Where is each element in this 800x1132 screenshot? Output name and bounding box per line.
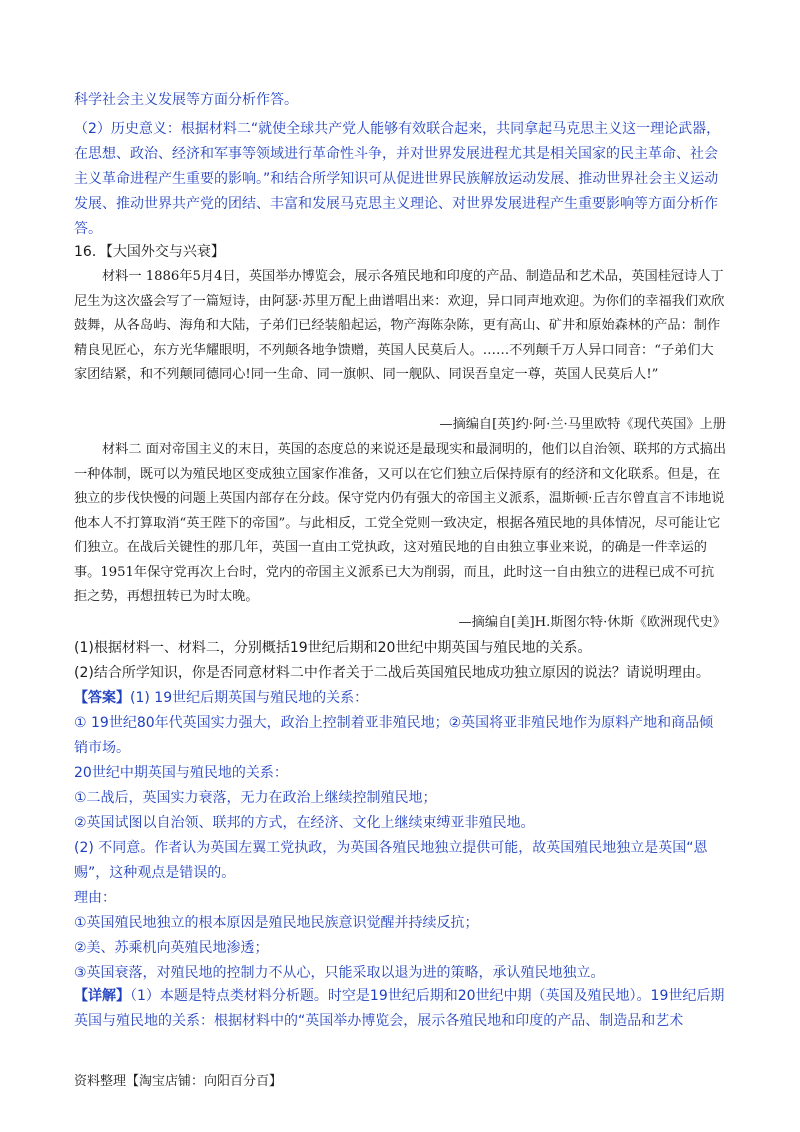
question-2: (2)结合所学知识，你是否同意材料二中作者关于二战后英国殖民地成功独立原因的说法？请说明理由。 xyxy=(74,665,710,681)
material-two: 材料二 面对帝国主义的末日，英国的态度总的来说还是最现实和最洞明的，他们以自治领、联邦的方式搞出一种体制，既可以为殖民地区变成独立国家作准备，又可以在它们独立后保持原有的经济和文化联系。但是，在独立的步伐快慢的问题上英国内部存在分歧。保守党内仍有强大的帝国主义派系，温斯顿·丘吉尔曾直言不讳地说他本人不打算取消“英王陛下的帝国”。与此相反，工党全党则一致决定，根据各殖民地的具体情况，尽可能让它们独立。在战后关键性的那几年，英国一直由工党执政，这对殖民地的自由独立事业来说，的确是一件幸运的事。1951年保守党再次上台时，党内的帝国主义派系已大为削弱，而且，此时这一自由独立的进程已成不可抗拒之势，再想扭转已为时太晚。 xyxy=(74,442,727,604)
reason-head: 理由： xyxy=(74,890,116,906)
reason-3: ③英国衰落，对殖民地的控制力不从心，只能采取以退为进的策略，承认殖民地独立。 xyxy=(74,965,605,981)
answer-1-mid-item-2: ②英国试图以自治领、联邦的方式，在经济、文化上继续束缚亚非殖民地。 xyxy=(74,815,535,831)
answer-1-item: ① 19世纪80年代英国实力强大，政治上控制着亚非殖民地；②英国将亚非殖民地作为原料产地和商品倾销市场。 xyxy=(74,715,714,756)
answer-block xyxy=(74,686,726,986)
detail-block xyxy=(74,984,726,1034)
question-title: 16．【大国外交与兴衰】 xyxy=(74,244,225,260)
answer-2: (2) 不同意。作者认为英国左翼工党执政，为英国各殖民地独立提供可能，故英国殖民地独立是英国“恩赐”，这种观点是错误的。 xyxy=(74,840,708,881)
detail-tag: 【详解】 xyxy=(74,988,130,1004)
footer-text: 资料整理【淘宝店铺：向阳百分百】 xyxy=(74,1074,283,1089)
answer-1-mid-item-1: ①二战后，英国实力衰落，无力在政治上继续控制殖民地； xyxy=(74,790,437,806)
answer-intro-p1: 科学社会主义发展等方面分析作答。 xyxy=(74,92,298,108)
answer-1-head: (1) 19世纪后期英国与殖民地的关系： xyxy=(130,690,369,706)
detail-text: （1）本题是特点类材料分析题。时空是19世纪后期和20世纪中期（英国及殖民地）。19世纪后期英国与殖民地的关系：根据材料中的“英国举办博览会，展示各殖民地和印度的产品、制造品和艺术 xyxy=(74,988,725,1029)
reason-1: ①英国殖民地独立的根本原因是殖民地民族意识觉醒并持续反抗； xyxy=(74,915,479,931)
material-two-source: —摘编自[美]H.斯图尔特·休斯《欧洲现代史》 xyxy=(458,615,726,630)
material-one-source: —摘编自[英]约·阿·兰·马里欧特《现代英国》上册 xyxy=(439,417,726,432)
question-1: (1)根据材料一、材料二，分别概括19世纪后期和20世纪中期英国与殖民地的关系。 xyxy=(74,640,592,656)
material-one: 材料一 1886年5月4日，英国举办博览会，展示各殖民地和印度的产品、制造品和艺术品，英国桂冠诗人丁尼生为这次盛会写了一篇短诗，由阿瑟·苏里万配上曲谱唱出来：欢迎，异口同声地欢迎。为你们的幸福我们欢欣鼓舞，从各岛屿、海角和大陆，子弟们已经装船起运，物产海陈杂陈，更有高山、矿井和原始森林的产品：制作精良见匠心，东方光华耀眼明，不列颠各地争馈赠，英国人民莫后人。……不列颠千万人异口同音：“子弟们大家团结紧，和不列颠同德同心!同一生命、同一旗帜、同一舰队、同误吾皇定一尊，英国人民莫后人!” xyxy=(74,269,725,382)
answer-1-mid-head: 20世纪中期英国与殖民地的关系： xyxy=(74,765,288,781)
answer-intro-p2: （2）历史意义：根据材料二“就使全球共产党人能够有效联合起来，共同拿起马克思主义这一理论武器，在思想、政治、经济和军事等领域进行革命性斗争，并对世界发展进程尤其是相关国家的民主革命、社会主义革命进程产生重要的影响。”和结合所学知识可从促进世界民族解放运动发展、推动世界社会主义运动发展、推动世界共产党的团结、丰富和发展马克思主义理论、对世界发展进程产生重要影响等方面分析作答。 xyxy=(74,121,721,237)
reason-2: ②美、苏乘机向英殖民地渗透； xyxy=(74,940,269,956)
answer-tag: 【答案】 xyxy=(74,690,130,706)
